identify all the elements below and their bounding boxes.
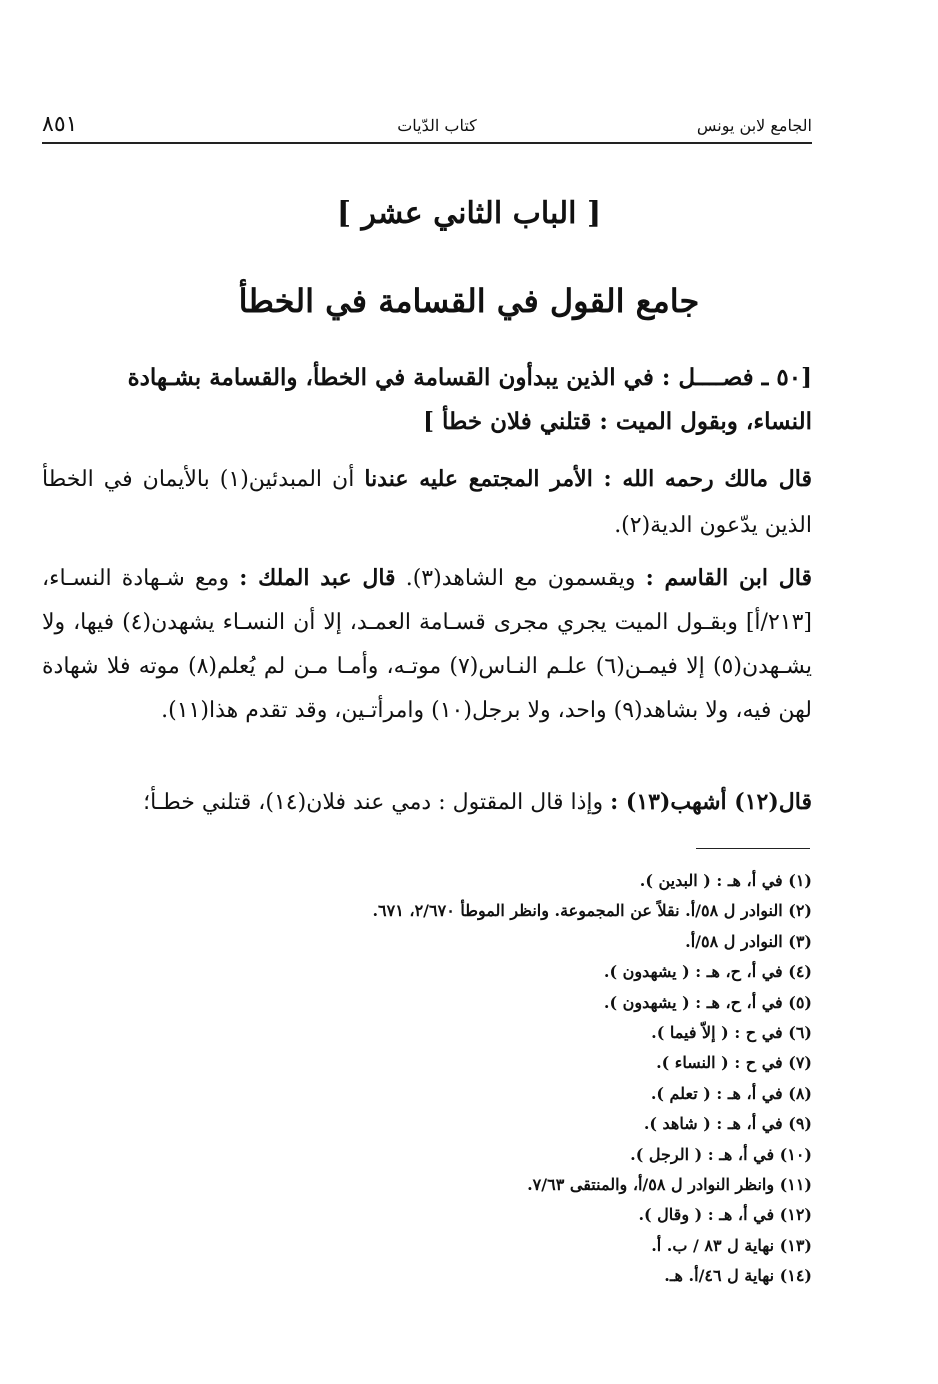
footnote-item: (١) في أ، هـ : ( البدين ).: [639, 871, 812, 890]
footnote-item: (١١) وانظر النوادر ل ٥٨/أ، والمنتقى ٧/٦٣.: [527, 1175, 812, 1195]
paragraph-malik: [42, 456, 812, 549]
running-header: [42, 112, 812, 140]
paragraph-text: ويقسمون مع الشاهد(٣).: [395, 566, 646, 591]
footnote-item: (٥) في أ، ح، هـ : ( يشهدون ).: [603, 992, 812, 1012]
chapter-subtitle: جامع القول في القسامة في الخطأ: [238, 282, 700, 320]
footnote-item: (٧) في ح : ( النساء ).: [656, 1053, 812, 1073]
paragraph-speaker: قال مالك رحمه الله : الأمر المجتمع عليه عندنا: [364, 466, 812, 492]
footnote-item: (١٣) نهاية ل ٨٣ / ب. أ.: [651, 1235, 812, 1255]
footnote-item: (١٢) في أ، هـ : ( وقال ).: [638, 1205, 812, 1225]
paragraph-ibn-alqasim: [42, 556, 812, 733]
footnote-item: (٨) في أ، هـ : ( تعلم ).: [650, 1083, 812, 1103]
footnote-item: (١٠) في أ، هـ : ( الرجل ).: [630, 1144, 812, 1164]
paragraph-speaker: قال ابن القاسم :: [645, 565, 812, 591]
section-heading-line1: [٥٠ ـ فصــــل : في الذين يبدأون القسامة في الخطأ، والقسامة بشـهادة: [127, 364, 812, 391]
footnotes: [260, 866, 812, 1292]
page-number: ٨٥١: [42, 112, 78, 137]
footnote-item: (٦) في ح : ( إلاّ فيما ).: [651, 1023, 812, 1043]
paragraph-text-2: ومع شـهادة النسـاء، [٢١٣/أ] وبقـول الميت يجري مجرى قسـامة العمـد، إلا أن النسـاء يشهدن(٤) فيها، ولا يشـهدن(٥) إلا فيمـن(٦) علـم النـاس(٧) موتـه، وأمـا مـن لم يُعلم(٨) موته فلا شهادة لهن فيه، ولا بشاهد(٩) واحد، ولا برجل(١٠) وامرأتـين، وقد تقدم هذا(١١).: [42, 566, 812, 723]
footnote-item: (١٤) نهاية ل ٤٦/أ. هـ.: [664, 1266, 812, 1286]
header-rule: [42, 142, 812, 144]
footnote-item: (٤) في أ، ح، هـ : ( يشهدون ).: [603, 962, 812, 982]
section-heading-line2: النساء، وبقول الميت : قتلني فلان خطأ ]: [423, 408, 812, 435]
footnote-item: (٣) النوادر ل ٥٨/أ.: [685, 931, 812, 951]
footnote-rule: [696, 848, 810, 849]
section-heading: [42, 356, 812, 444]
paragraph-ashhab: [42, 780, 812, 825]
footnote-item: (٢) النوادر ل ٥٨/أ. نقلاً عن المجموعة. وانظر الموطأ ٢/٦٧٠، ٦٧١.: [372, 901, 812, 921]
paragraph-speaker: قال(١٢) أشهب(١٣) :: [610, 789, 812, 815]
book-title: الجامع لابن يونس: [696, 116, 812, 135]
book-section: كتاب الدّيات: [397, 116, 477, 135]
footnote-item: (٩) في أ، هـ : ( شاهد ).: [643, 1114, 812, 1134]
chapter-title: [ الباب الثاني عشر ]: [336, 196, 602, 231]
paragraph-text: وإذا قال المقتول : دمي عند فلان(١٤)، قتلني خطـأ؛: [143, 790, 611, 815]
paragraph-text: أن المبدئين(١) بالأيمان في الخطأ الذين يدّعون الدية(٢).: [42, 467, 812, 538]
paragraph-speaker-2: قال عبد الملك :: [239, 565, 396, 591]
